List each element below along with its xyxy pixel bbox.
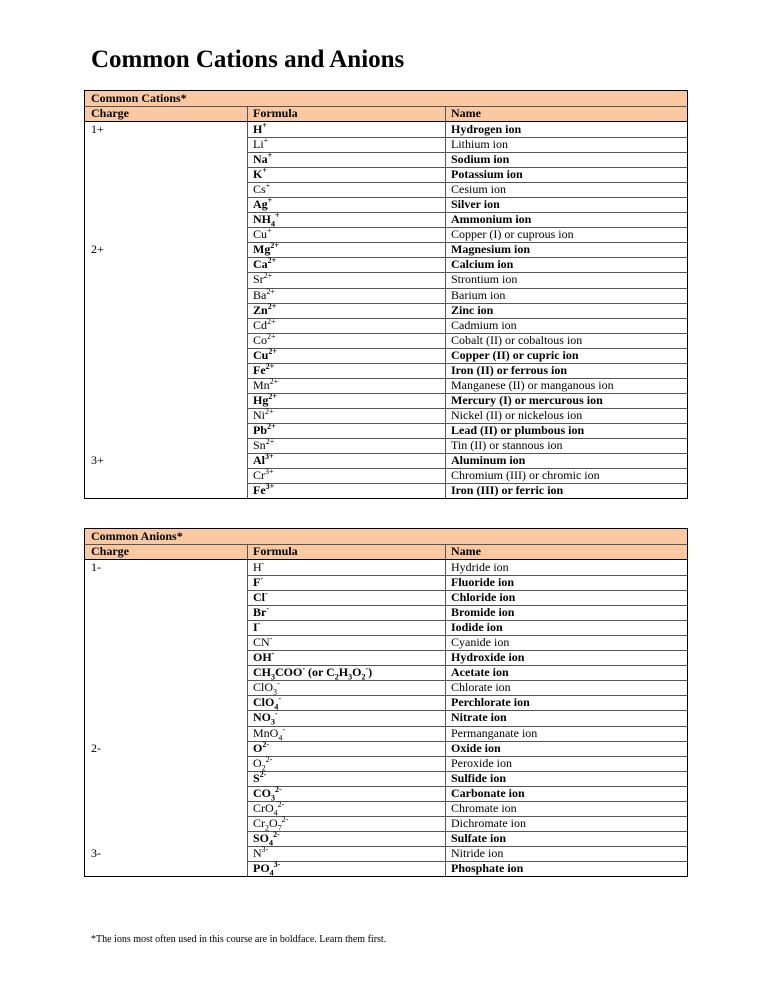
formula-cell: I-	[253, 619, 261, 635]
name-cell: Manganese (II) or manganous ion	[451, 377, 614, 392]
formula-cell: $Cr_2O_7^{2-}$	[253, 814, 289, 833]
table-row	[85, 665, 687, 680]
table-row	[85, 695, 687, 710]
table-row	[85, 605, 687, 620]
formula-cell: $NH_4^+$	[253, 211, 280, 229]
formula-cell: Cu+	[253, 226, 272, 242]
table-row	[85, 590, 687, 605]
table-row	[85, 333, 687, 348]
charge-cell: 1+	[91, 122, 104, 136]
formula-cell: $PO_4^{3-}$	[253, 859, 281, 878]
name-cell: Sulfate ion	[451, 830, 507, 845]
table-row	[85, 483, 687, 498]
name-cell: Nitride ion	[451, 845, 504, 860]
table-row	[85, 318, 687, 333]
table-row	[85, 468, 687, 483]
name-cell: Hydroxide ion	[451, 650, 525, 665]
anions-header	[85, 529, 687, 560]
table-row	[85, 242, 687, 257]
name-cell: Sulfide ion	[451, 770, 507, 785]
formula-cell: $Sn^{2+}$	[253, 436, 275, 452]
table-row	[85, 303, 687, 318]
table-row	[85, 122, 687, 137]
formula-cell: H-	[253, 559, 265, 574]
footnote: *The ions most often used in this course are in boldface. Learn them first.	[91, 934, 387, 945]
anions-body	[85, 560, 687, 876]
table-row	[85, 408, 687, 423]
table-row	[85, 453, 687, 468]
formula-column-header: Formula	[253, 106, 298, 120]
formula-cell: $Cd^{2+}$	[253, 316, 276, 332]
charge-cell: 1-	[91, 560, 101, 574]
formula-cell: ClO$_4$-	[253, 694, 282, 712]
cations-heading: Common Cations*	[91, 91, 187, 105]
name-cell: Nitrate ion	[451, 710, 507, 725]
formula-cell: $Ni^{2+}$	[253, 406, 274, 422]
table-row	[85, 756, 687, 771]
cations-table	[84, 90, 688, 499]
table-row	[85, 393, 687, 408]
charge-column-header: Charge	[91, 106, 129, 120]
name-cell: Chloride ion	[451, 590, 516, 605]
formula-cell: $Hg^{2+}$	[253, 391, 277, 407]
formula-cell: $Ca^{2+}$	[253, 256, 277, 272]
name-cell: Chromate ion	[451, 800, 517, 815]
table-row	[85, 182, 687, 197]
formula-cell: $O_2^{2-}$	[253, 754, 273, 772]
name-cell: Ammonium ion	[451, 212, 532, 227]
name-cell: Bromide ion	[451, 605, 515, 620]
name-cell: Calcium ion	[451, 257, 514, 272]
cations-header	[85, 91, 687, 122]
name-cell: Iodide ion	[451, 620, 503, 635]
name-cell: Nickel (II) or nickelous ion	[451, 407, 583, 422]
formula-cell: CrO$_4^{2-}$	[253, 799, 285, 818]
cations-body	[85, 122, 687, 498]
table-row	[85, 801, 687, 816]
formula-cell: $Pb^{2+}$	[253, 421, 276, 437]
table-row	[85, 620, 687, 635]
table-row	[85, 771, 687, 786]
charge-cell: 3-	[91, 845, 101, 860]
formula-cell: CN-	[253, 634, 273, 650]
page-title: Common Cations and Anions	[91, 46, 405, 73]
charge-column-header: Charge	[91, 544, 129, 558]
formula-cell: $Sr^{2+}$	[253, 271, 273, 287]
table-row	[85, 272, 687, 287]
table-row	[85, 288, 687, 303]
table-row	[85, 363, 687, 378]
name-cell: Cesium ion	[451, 182, 507, 197]
table-row	[85, 137, 687, 152]
name-cell: Hydrogen ion	[451, 122, 522, 136]
formula-cell: Na+	[253, 151, 273, 167]
formula-cell: Cl-	[253, 589, 268, 605]
name-cell: Acetate ion	[451, 665, 509, 680]
name-cell: Perchlorate ion	[451, 695, 530, 710]
formula-cell: $N^{3-}$	[253, 844, 269, 860]
anions-heading: Common Anions*	[91, 529, 183, 543]
table-row	[85, 635, 687, 650]
table-row	[85, 831, 687, 846]
name-cell: Cobalt (II) or cobaltous ion	[451, 332, 583, 347]
name-cell: Carbonate ion	[451, 785, 525, 800]
table-row	[85, 741, 687, 756]
name-cell: Cadmium ion	[451, 317, 517, 332]
charge-cell: 2-	[91, 740, 101, 755]
formula-cell: $Fe^{3+}$	[253, 482, 275, 498]
name-cell: Permanganate ion	[451, 725, 538, 740]
name-cell: Chromium (III) or chromic ion	[451, 468, 600, 483]
table-row	[85, 680, 687, 695]
name-cell: Hydride ion	[451, 560, 509, 574]
formula-cell: $Ba^{2+}$	[253, 286, 275, 302]
formula-cell: $CH_3COO^-$ (or $C_2H_3O_2^-$)	[253, 664, 373, 682]
table-row	[85, 575, 687, 590]
name-cell: Lead (II) or plumbous ion	[451, 422, 585, 437]
name-cell: Copper (I) or cuprous ion	[451, 227, 574, 242]
formula-cell: F-	[253, 574, 264, 590]
name-cell: Copper (II) or cupric ion	[451, 347, 579, 362]
formula-cell: $NO_3^-$	[253, 709, 278, 727]
table-row	[85, 726, 687, 741]
table-row	[85, 378, 687, 393]
formula-cell: $Mg^{2+}$	[253, 241, 279, 257]
table-row	[85, 650, 687, 665]
name-cell: Aluminum ion	[451, 453, 526, 468]
name-cell: Zinc ion	[451, 302, 494, 317]
name-column-header: Name	[451, 544, 481, 558]
table-row	[85, 861, 687, 876]
name-cell: Fluoride ion	[451, 575, 515, 590]
name-cell: Mercury (I) or mercurous ion	[451, 392, 603, 407]
table-row	[85, 423, 687, 438]
formula-cell: $Cu^{2+}$	[253, 346, 277, 362]
formula-cell: $Fe^{2+}$	[253, 361, 275, 377]
formula-cell: OH-	[253, 649, 275, 665]
formula-cell: $Zn^{2+}$	[253, 301, 277, 317]
formula-cell: $Mn^{2+}$	[253, 376, 279, 392]
table-row	[85, 227, 687, 242]
table-row	[85, 348, 687, 363]
name-cell: Lithium ion	[451, 137, 508, 152]
name-cell: Cyanide ion	[451, 635, 510, 650]
table-row	[85, 786, 687, 801]
table-row	[85, 257, 687, 272]
formula-column-header: Formula	[253, 544, 298, 558]
table-row	[85, 197, 687, 212]
formula-cell: $Al^{3+}$	[253, 452, 274, 468]
name-cell: Iron (II) or ferrous ion	[451, 362, 568, 377]
formula-cell: $Cr^{3+}$	[253, 467, 274, 483]
formula-cell: Li+	[253, 136, 269, 152]
formula-cell: $Co^{2+}$	[253, 331, 276, 347]
formula-cell: ClO$_3$-	[253, 679, 280, 697]
name-cell: Potassium ion	[451, 167, 523, 182]
formula-cell: Cs+	[253, 181, 271, 197]
formula-cell: Ag+	[253, 196, 273, 212]
name-column-header: Name	[451, 106, 481, 120]
name-cell: Dichromate ion	[451, 815, 526, 830]
table-row	[85, 560, 687, 575]
formula-cell: MnO$_4$-	[253, 724, 286, 742]
table-row	[85, 438, 687, 453]
formula-cell: Br-	[253, 604, 270, 620]
name-cell: Silver ion	[451, 197, 500, 212]
name-cell: Phosphate ion	[451, 860, 524, 875]
name-cell: Peroxide ion	[451, 755, 512, 770]
formula-cell: K+	[253, 166, 267, 182]
name-cell: Sodium ion	[451, 152, 510, 167]
formula-cell: H+	[253, 121, 267, 136]
formula-cell: $S^{2-}$	[253, 769, 267, 785]
name-cell: Oxide ion	[451, 740, 501, 755]
name-cell: Tin (II) or stannous ion	[451, 437, 563, 452]
table-row	[85, 816, 687, 831]
name-cell: Magnesium ion	[451, 242, 531, 257]
formula-cell: $SO_4^{2-}$	[253, 829, 280, 848]
anions-table	[84, 528, 688, 877]
name-cell: Strontium ion	[451, 272, 518, 287]
table-row	[85, 167, 687, 182]
table-row	[85, 846, 687, 861]
formula-cell: $O^{2-}$	[253, 739, 270, 755]
name-cell: Chlorate ion	[451, 680, 511, 695]
table-row	[85, 152, 687, 167]
charge-cell: 2+	[91, 242, 104, 257]
table-row	[85, 212, 687, 227]
table-row	[85, 710, 687, 725]
name-cell: Iron (III) or ferric ion	[451, 483, 564, 498]
name-cell: Barium ion	[451, 287, 506, 302]
formula-cell: $CO_3^{2-}$	[253, 784, 282, 803]
charge-cell: 3+	[91, 453, 104, 468]
